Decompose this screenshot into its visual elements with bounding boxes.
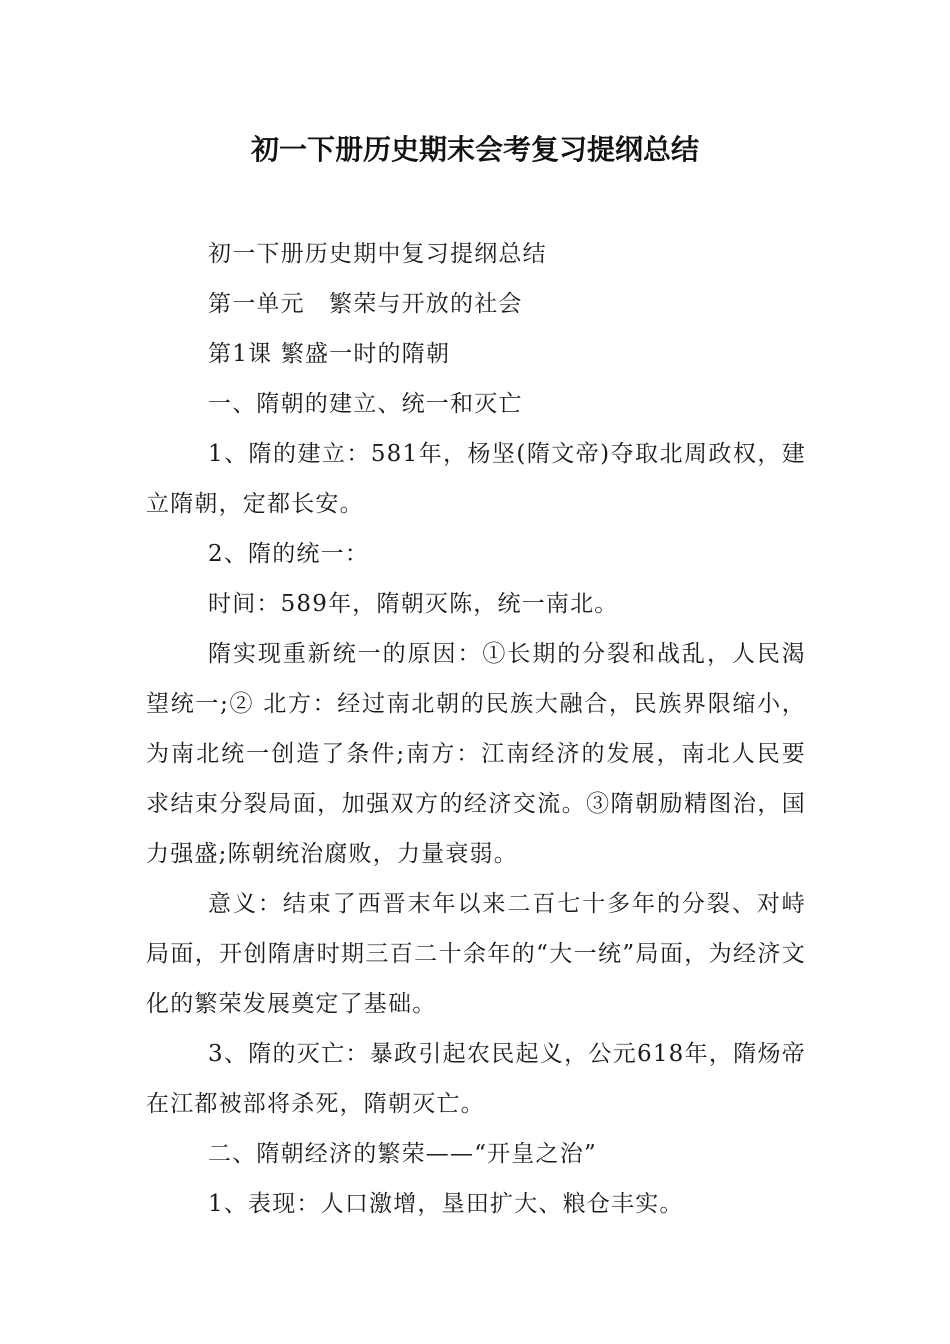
paragraph-unification-reasons: 隋实现重新统一的原因：①长期的分裂和战乱，人民渴望统一;② 北方：经过南北朝的民族大融合，民族界限缩小，为南北统一创造了条件;南方：江南经济的发展，南北人民要求结束分裂局面，加强双方的经济交流。③隋朝励精图治，国力强盛;陈朝统治腐败，力量衰弱。 — [146, 641, 806, 867]
paragraph-founding: 1、隋的建立：581年，杨坚(隋文帝)夺取北周政权，建立隋朝，定都长安。 — [146, 441, 806, 517]
paragraph-subtitle: 初一下册历史期中复习提纲总结 — [208, 241, 547, 267]
paragraph-economy-signs: 1、表现：人口激增，垦田扩大、粮仓丰实。 — [208, 1191, 684, 1217]
document-body — [146, 229, 806, 1229]
paragraph-lesson-heading: 第1课 繁盛一时的隋朝 — [208, 341, 451, 367]
paragraph-unification-significance: 意义：结束了西晋末年以来二百七十多年的分裂、对峙局面，开创隋唐时期三百二十余年的“大一统”局面，为经济文化的繁荣发展奠定了基础。 — [146, 891, 806, 1017]
paragraph-unit-heading: 第一单元 繁荣与开放的社会 — [208, 291, 523, 317]
paragraph-economy-heading: 二、隋朝经济的繁荣——“开皇之治” — [208, 1141, 597, 1167]
document-title: 初一下册历史期末会考复习提纲总结 — [250, 133, 699, 166]
paragraph-unification-time: 时间：589年，隋朝灭陈，统一南北。 — [208, 591, 619, 617]
paragraph-section-heading: 一、隋朝的建立、统一和灭亡 — [208, 391, 523, 417]
paragraph-collapse: 3、隋的灭亡：暴政引起农民起义，公元618年，隋炀帝在江都被部将杀死，隋朝灭亡。 — [146, 1041, 806, 1117]
paragraph-unification-heading: 2、隋的统一： — [208, 541, 370, 567]
